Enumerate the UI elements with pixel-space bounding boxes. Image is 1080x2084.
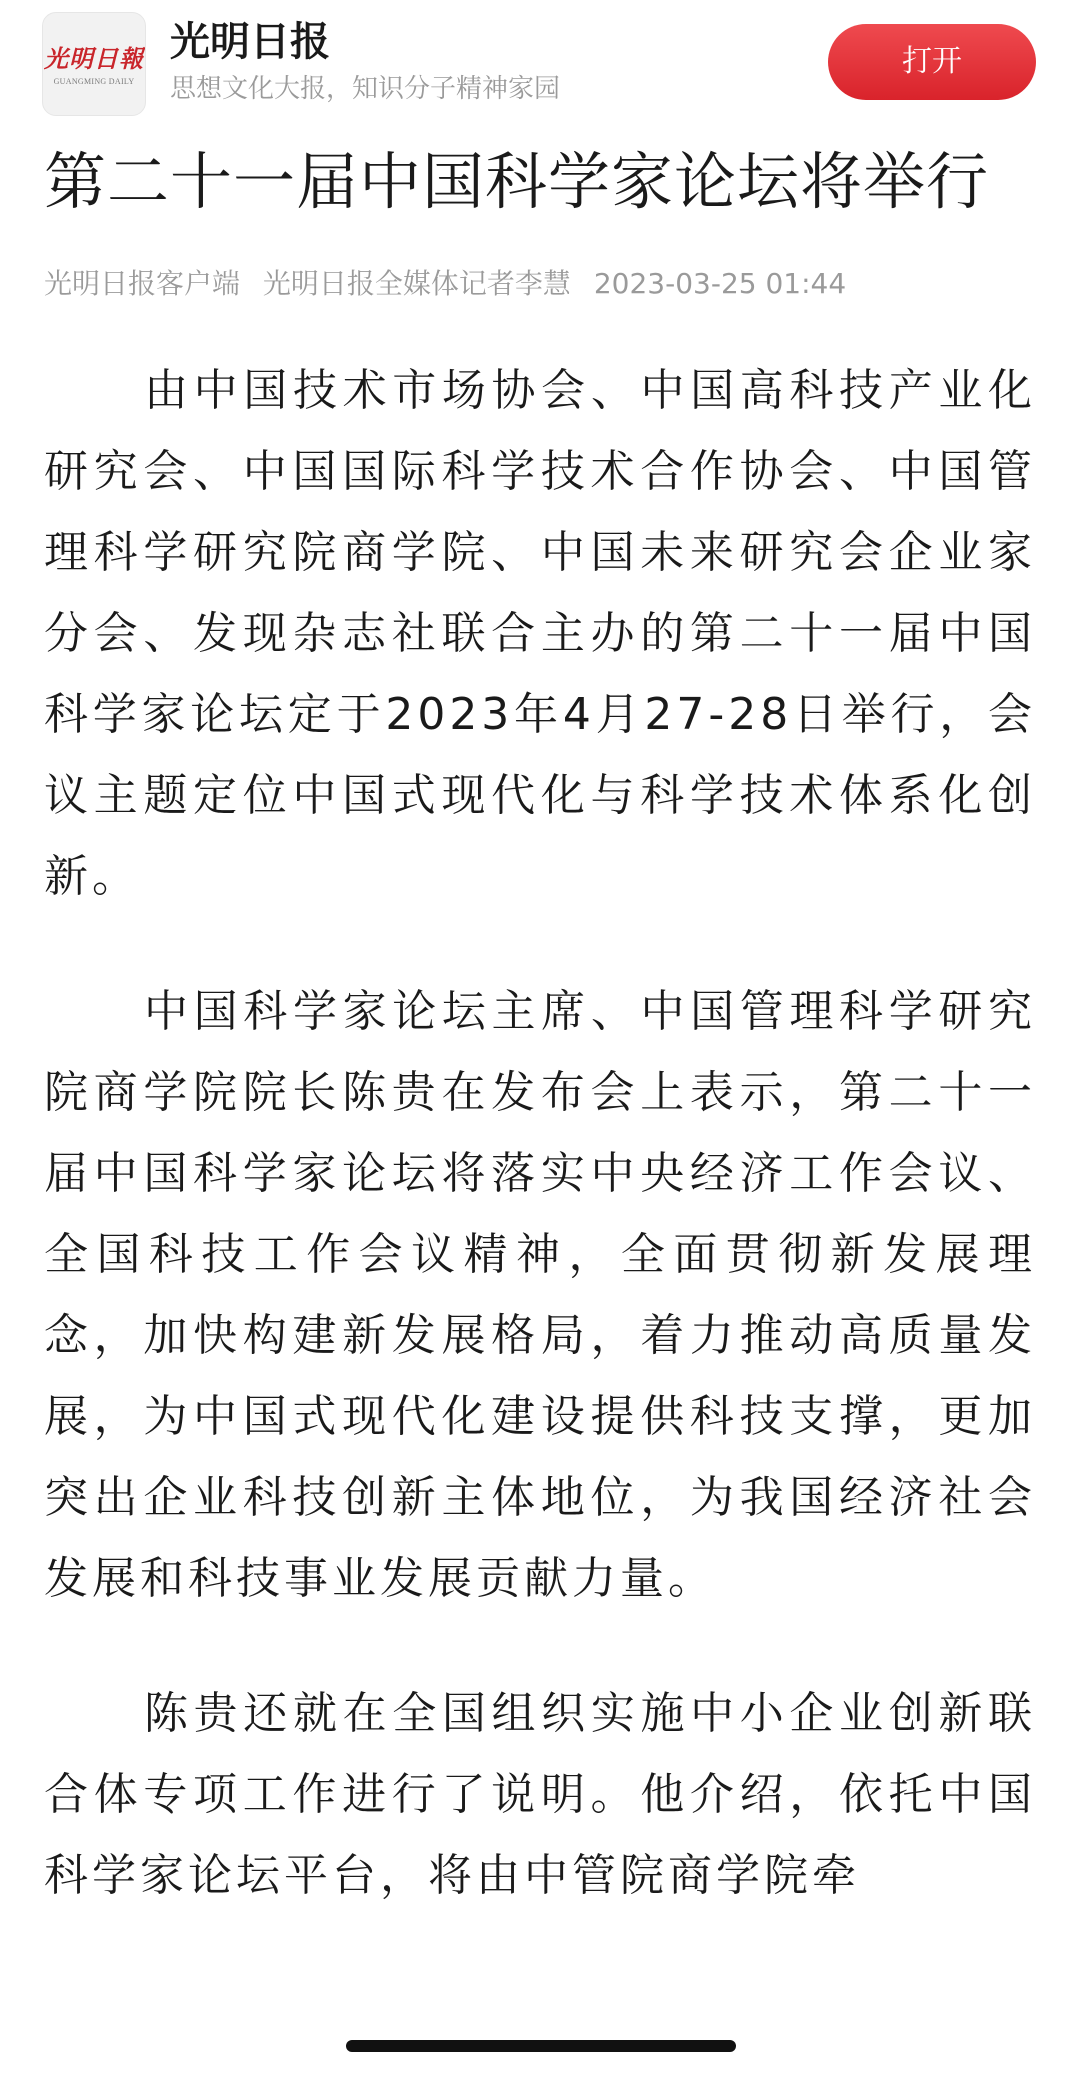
article-body xyxy=(44,350,1036,1916)
app-name: 光明日报 xyxy=(170,18,330,65)
article-source: 光明日报客户端 xyxy=(44,267,241,300)
app-banner xyxy=(0,0,1080,128)
article-paragraph: 中国科学家论坛主席、中国管理科学研究院商学院院长陈贵在发布会上表示，第二十一届中国科学家论坛将落实中央经济工作会议、全国科技工作会议精神，全面贯彻新发展理念，加快构建新发展格局，着力推动高质量发展，为中国式现代化建设提供科技支撑，更加突出企业科技创新主体地位，为我国经济社会发展和科技事业发展贡献力量。 xyxy=(44,986,1036,1604)
home-indicator[interactable] xyxy=(346,2040,736,2052)
article-datetime: 2023-03-25 01:44 xyxy=(593,267,847,300)
logo-english-name: GUANGMING DAILY xyxy=(53,77,135,86)
article-author: 光明日报全媒体记者李慧 xyxy=(262,267,571,300)
logo-calligraphy: 光明日報 xyxy=(44,44,144,73)
app-logo xyxy=(42,12,146,116)
open-app-button[interactable]: 打开 xyxy=(828,24,1036,100)
article-paragraph: 陈贵还就在全国组织实施中小企业创新联合体专项工作进行了说明。他介绍，依托中国科学家论坛平台，将由中管院商学院牵 xyxy=(44,1688,1036,1901)
article-paragraph: 由中国技术市场协会、中国高科技产业化研究会、中国国际科学技术合作协会、中国管理科学研究院商学院、中国未来研究会企业家分会、发现杂志社联合主办的第二十一届中国科学家论坛定于2023年4月27-28日举行，会议主题定位中国式现代化与科学技术体系化创新。 xyxy=(44,365,1036,902)
article-meta xyxy=(44,264,1036,304)
article-title: 第二十一届中国科学家论坛将举行 xyxy=(44,145,990,218)
app-slogan: 思想文化大报，知识分子精神家园 xyxy=(170,74,561,104)
article xyxy=(44,132,1036,1970)
